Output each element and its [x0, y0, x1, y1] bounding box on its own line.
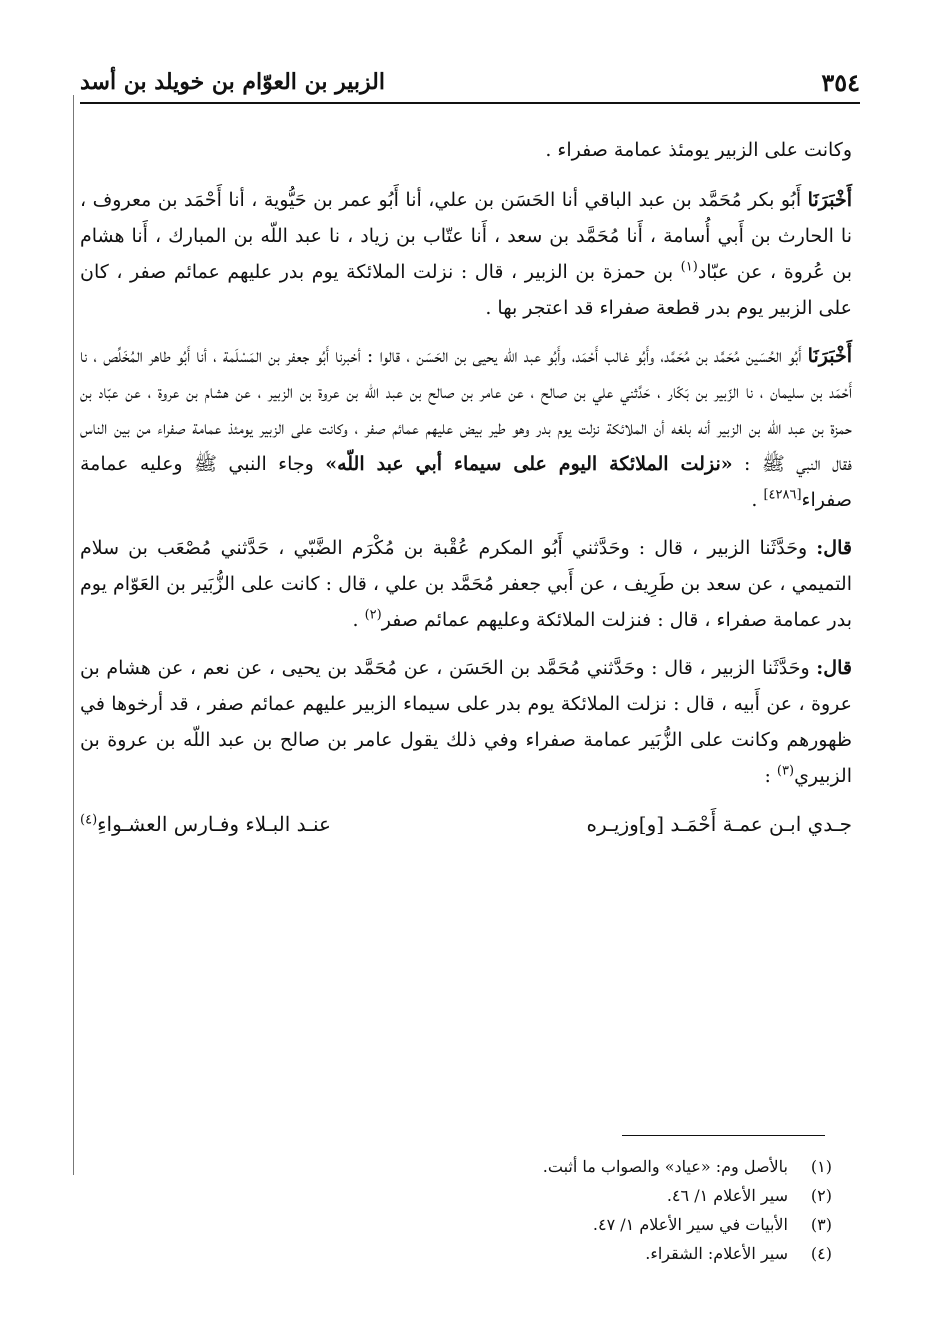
paragraph-lead: أَخْبَرَنَا [807, 345, 852, 367]
paragraph-lead: قال: [816, 657, 852, 679]
paragraph-text: أَبُو بكر مُحَمَّد بن عبد الباقي أنا الحَسَن بن علي، أنا أَبُو عمر بن حَيُّوية ، أنا أَحْمَد بن معروف ، نا الحارث بن أَبي أُسامة ، أَنا مُحَمَّد بن سعد ، أَنا عتّاب بن زياد ، نا عبد اللّه بن المبارك ، أَنا هشام بن عُروة ، عن عبّاد [80, 189, 852, 283]
running-title: الزبير بن العوّام بن خويلد بن أسد [80, 69, 385, 95]
footnote-number: (١) [810, 1157, 832, 1176]
footnotes [90, 1152, 832, 1268]
footnote-ref: (١) [680, 259, 698, 275]
footnote-ref: (٤) [80, 812, 98, 828]
footnote-text: سير الأعلام ١/ ٤٦. [666, 1186, 788, 1205]
footnote-item [90, 1152, 832, 1181]
header-rule [80, 102, 860, 104]
paragraph-text-after: : [764, 765, 777, 787]
footnote-text: الأبيات في سير الأعلام ١/ ٤٧. [592, 1215, 788, 1234]
paragraph-1 [80, 132, 852, 168]
footnote-number: (٤) [810, 1244, 832, 1263]
hadith-number: [٤٢٨٦] [763, 487, 802, 503]
paragraph-5 [80, 650, 852, 794]
footnote-item [90, 1181, 832, 1210]
verse-first-hemistich: جـدي ابـن عمـة أَحْمَـد [و]وزيـره [586, 812, 852, 836]
paragraph-text-after: . [352, 609, 365, 631]
footnote-ref: (٣) [776, 763, 795, 779]
paragraph-text: وحَدَّثَنا الزبير ، قال : وحَدَّثني مُحَمَّد بن الحَسَن ، عن مُحَمَّد بن يحيى ، عن نعم ، عن هشام بن عروة ، عن أَبيه ، قال : نزلت الملائكة يوم بدر على سيماء الزبير عليهم عمائم صفر ، قد أرخوها في ظهورهم وكانت على الزُّبَير عمامة صفراء وفي ذلك يقول عامر بن صالح بن عبد اللّه بن عروة بن الزبيري [80, 657, 852, 787]
footnote-rule [622, 1135, 825, 1136]
footnote-item [90, 1239, 832, 1268]
paragraph-text: وكانت على الزبير يومئذ عمامة صفراء . [545, 139, 852, 161]
paragraph-text: وحَدَّثَنا الزبير ، قال : وحَدَّثني أَبُو المكرم عُقْبة بن مُكْرَم الضَّبّي ، حَدَّثني مُصْعَب بن سلام التميمي ، عن سعد بن طَرِيف ، عن أَبي جعفر مُحَمَّد بن علي ، قال : كانت على الزُّبَير بن العَوّام يوم بدر عمامة صفراء ، قال : فنزلت الملائكة وعليهم عمائم صفر [80, 537, 852, 631]
footnote-number: (٣) [810, 1215, 832, 1234]
poetry-verse [80, 806, 852, 842]
footnote-text: سير الأعلام: الشقراء. [645, 1244, 788, 1263]
paragraph-4 [80, 530, 852, 638]
page-edge-line [73, 95, 74, 1175]
paragraph-lead: أَخْبَرَنَا [807, 189, 852, 211]
verse-second-hemistich [80, 806, 331, 842]
page-header [80, 64, 860, 100]
page-number: ٣٥٤ [821, 67, 860, 97]
footnote-number: (٢) [810, 1186, 832, 1205]
hadith-quote: «نزلت الملائكة اليوم على سيماء أبي عبد اللّه» [325, 453, 733, 475]
footnote-ref: (٢) [364, 607, 382, 623]
paragraph-2 [80, 182, 852, 326]
paragraph-lead: قال: [816, 537, 852, 559]
paragraph-text-after: وجاء النبي ﷺ وعليه عمامة صفراء [80, 453, 852, 511]
verse-second-text: عنـد البـلاء وفـارس العشـواءِ [97, 812, 331, 836]
paragraph-text-end: . [751, 489, 764, 511]
paragraph-text: أَبُو الحُسَين مُحَمَّد بن مُحَمَّد، وأَبُو غالب أَحْمَد، وأَبُو عبد اللّه يحيى بن الحَسَن ، قالوا : أخبرنا أَبُو جعفر بن المَسْلَمة ، أنا أَبُو طاهر المُخَلِّص ، نا أَحْمَد بن سليمان ، نا الزّبير بن بَكّار ، حَدَّثني علي بن صالح ، عن عامر بن صالح بن عبد اللّه بن عروة بن الزبير ، عن هشام بن عروة ، عن عبّاد بن حمزة بن عبد اللّه بن الزبير أنه بلغه أن الملائكة نزلت يوم بدر وهو طير بيض عليهم عمائم صفر ، وكانت على الزبير يومئذ عمامة صفراء من بين الناس فقال النبي ﷺ : [80, 345, 852, 475]
footnote-text: بالأصل وم: «عياد» والصواب ما أثبت. [542, 1157, 788, 1176]
paragraph-text-after: بن حمزة بن الزبير ، قال : نزلت الملائكة يوم بدر عليهم عمائم صفر ، كان على الزبير يوم بدر قطعة صفراء قد اعتجر بها . [80, 261, 852, 319]
main-text [80, 132, 852, 842]
paragraph-3 [80, 338, 852, 518]
footnote-item [90, 1210, 832, 1239]
